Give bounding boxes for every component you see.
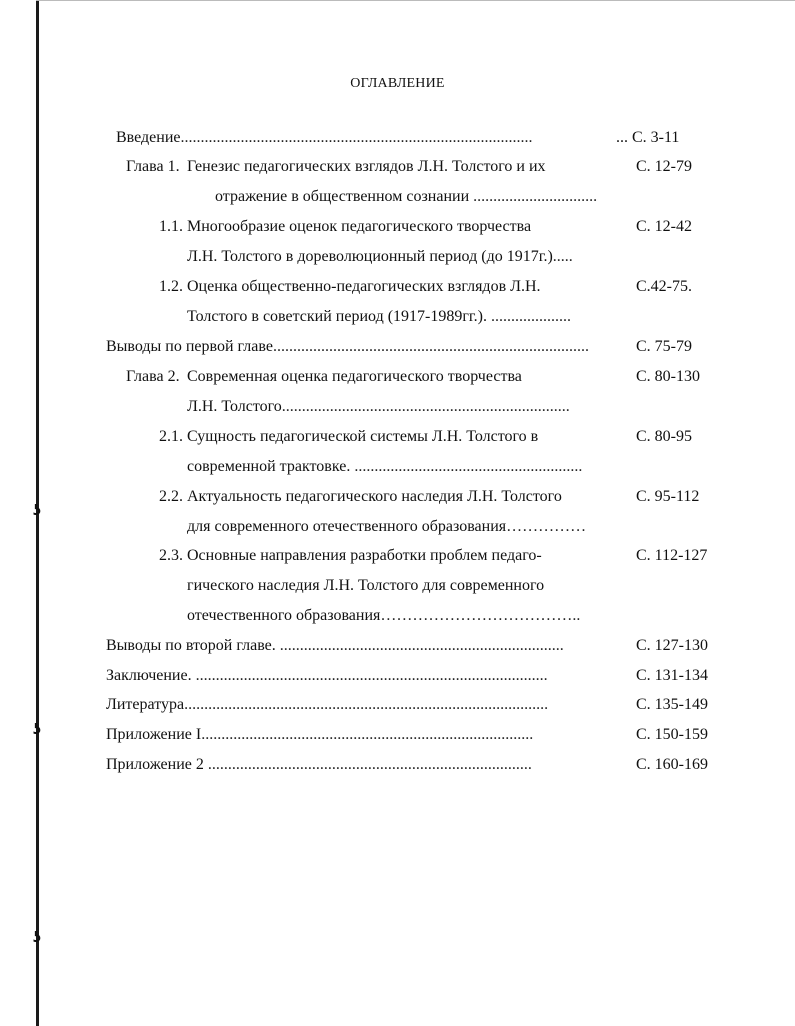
- toc-leader-dots: ...............................................................................: [272, 338, 589, 355]
- toc-section-number: 1.1.: [159, 218, 183, 235]
- toc-label: Заключение.: [106, 667, 192, 684]
- toc-chapter-number: Глава 1.: [126, 158, 180, 175]
- page-title: ОГЛАВЛЕНИЕ: [350, 76, 445, 91]
- toc-page-number: С. 80-95: [636, 428, 692, 445]
- toc-leader-dots: ...........................................................................................: [184, 696, 549, 713]
- toc-page-number: С. 12-79: [636, 158, 692, 175]
- toc-leader-dots: ………………………………..: [380, 607, 581, 624]
- toc-leader-dots: ……………: [506, 518, 587, 535]
- toc-entry-section-2-1[interactable]: Сущность педагогической системы Л.Н. Толстого в: [187, 428, 539, 445]
- toc-entry-chapter-1-cont: отражение в общественном сознании ...............................: [215, 188, 598, 205]
- binding-mark-icon: ʖ: [33, 503, 42, 519]
- toc-page-number: С. 131-134: [636, 667, 708, 684]
- toc-entry-literature[interactable]: [106, 695, 636, 715]
- toc-entry-chapter-2-cont: Л.Н. Толстого........................................................................: [187, 398, 570, 415]
- scan-border-top: [36, 0, 795, 1]
- toc-page-number: С. 135-149: [636, 696, 708, 713]
- binding-mark-icon: ʖ: [33, 930, 42, 946]
- toc-leader-dots: ........................................................................................: [191, 667, 548, 684]
- toc-leader-dots: .....: [552, 248, 573, 265]
- toc-leader-dots: .................................................................................: [203, 756, 532, 773]
- toc-entry-section-1-2-cont: Толстого в советский период (1917-1989гг.). ....................: [187, 308, 572, 325]
- toc-entry-section-2-1-cont: современной трактовке. .........................................................: [187, 458, 583, 475]
- toc-entry-chapter-1[interactable]: Генезис педагогических взглядов Л.Н. Толстого и их: [187, 158, 546, 175]
- toc-section-number: 2.3.: [159, 547, 183, 564]
- toc-section-number: 1.2.: [159, 278, 183, 295]
- toc-page-number: С. 75-79: [636, 338, 692, 355]
- toc-entry-appendix-2[interactable]: [106, 755, 636, 775]
- toc-entry-conclusion[interactable]: [106, 666, 636, 686]
- toc-label: Литература: [106, 696, 185, 713]
- toc-entry-chapter-2[interactable]: Современная оценка педагогического творчества: [187, 368, 522, 385]
- toc-leader-dots: ........................................................................................: [180, 129, 533, 146]
- toc-page-number: ... С. 3-11: [616, 129, 680, 146]
- toc-page-number: С.42-75.: [636, 278, 692, 295]
- toc-label: Выводы по первой главе: [106, 338, 273, 355]
- toc-entry-section-2-3-cont: гического наследия Л.Н. Толстого для современного: [187, 577, 545, 594]
- toc-label: Введение: [116, 129, 181, 146]
- toc-entry-conclusions-1[interactable]: [106, 337, 636, 357]
- toc-section-number: 2.1.: [159, 428, 183, 445]
- toc-label: Приложение 2: [106, 756, 204, 773]
- toc-leader-dots: .........................................................: [350, 458, 583, 475]
- toc-page-number: С. 80-130: [636, 368, 700, 385]
- toc-leader-dots: ...............................: [469, 188, 598, 205]
- toc-leader-dots: .......................................................................: [275, 637, 564, 654]
- toc-entry-section-1-1[interactable]: Многообразие оценок педагогического творчества: [187, 218, 532, 235]
- toc-label: Приложение I: [106, 726, 202, 743]
- toc-leader-dots: ........................................................................: [281, 398, 570, 415]
- toc-chapter-number: Глава 2.: [126, 368, 180, 385]
- toc-leader-dots: ....................: [487, 308, 572, 325]
- toc-entry-section-1-2[interactable]: Оценка общественно-педагогических взглядов Л.Н.: [187, 278, 541, 295]
- toc-page-number: С. 95-112: [636, 488, 700, 505]
- toc-entry-section-2-3[interactable]: Основные направления разработки проблем педаго-: [187, 547, 542, 564]
- toc-entry-section-2-3-cont2: отечественного образования………………………………..: [187, 607, 581, 624]
- toc-entry-section-2-2[interactable]: Актуальность педагогического наследия Л.Н. Толстого: [187, 488, 562, 505]
- toc-entry-appendix-1[interactable]: [106, 725, 636, 745]
- toc-page-number: С. 112-127: [636, 547, 708, 564]
- toc-section-number: 2.2.: [159, 488, 183, 505]
- toc-label: Выводы по второй главе.: [106, 637, 276, 654]
- toc-entry-conclusions-2[interactable]: [106, 636, 636, 656]
- toc-entry-section-2-2-cont: для современного отечественного образования……………: [187, 518, 587, 535]
- toc-entry-introduction[interactable]: [116, 128, 636, 148]
- toc-page-number: С. 160-169: [636, 756, 708, 773]
- binding-mark-icon: ʖ: [33, 722, 42, 738]
- toc-page-number: С. 150-159: [636, 726, 708, 743]
- toc-page-number: С. 127-130: [636, 637, 708, 654]
- toc-leader-dots: ...................................................................................: [201, 726, 534, 743]
- toc-page-number: С. 12-42: [636, 218, 692, 235]
- toc-entry-section-1-1-cont: Л.Н. Толстого в дореволюционный период (до 1917г.).....: [187, 248, 573, 265]
